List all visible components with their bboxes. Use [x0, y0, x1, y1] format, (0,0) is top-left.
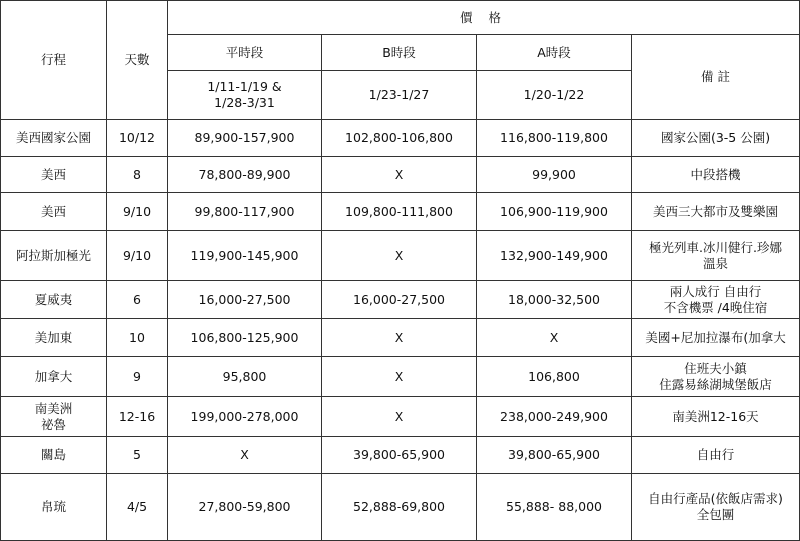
- cell-regular: 89,900-157,900: [168, 120, 322, 157]
- cell-a: 99,900: [477, 157, 632, 193]
- table-row: [1, 231, 800, 281]
- cell-itinerary: 美西國家公園: [1, 120, 107, 157]
- cell-days: 4/5: [107, 474, 168, 541]
- cell-b: X: [322, 231, 477, 281]
- header-itinerary: 行程: [1, 1, 107, 120]
- cell-b: 52,888-69,800: [322, 474, 477, 541]
- cell-a: 238,000-249,900: [477, 397, 632, 437]
- cell-remarks: 美西三大都市及雙樂園: [632, 193, 800, 231]
- cell-days: 8: [107, 157, 168, 193]
- cell-regular: 78,800-89,900: [168, 157, 322, 193]
- cell-itinerary: 南美洲 祕魯: [1, 397, 107, 437]
- cell-b: 102,800-106,800: [322, 120, 477, 157]
- cell-a: 39,800-65,900: [477, 437, 632, 474]
- cell-itinerary: 加拿大: [1, 357, 107, 397]
- cell-remarks: 國家公園(3-5 公園): [632, 120, 800, 157]
- cell-regular: 119,900-145,900: [168, 231, 322, 281]
- cell-itinerary: 美西: [1, 193, 107, 231]
- cell-days: 10: [107, 319, 168, 357]
- cell-remarks: 住班夫小鎮 住露易絲湖城堡飯店: [632, 357, 800, 397]
- cell-regular: 16,000-27,500: [168, 281, 322, 319]
- cell-b: X: [322, 357, 477, 397]
- table-row: [1, 437, 800, 474]
- cell-days: 9/10: [107, 231, 168, 281]
- cell-regular: 95,800: [168, 357, 322, 397]
- table-row: [1, 397, 800, 437]
- header-dates-regular: 1/11-1/19 & 1/28-3/31: [168, 71, 322, 120]
- cell-a: 18,000-32,500: [477, 281, 632, 319]
- header-price: 價 格: [168, 1, 800, 35]
- cell-itinerary: 阿拉斯加極光: [1, 231, 107, 281]
- cell-days: 12-16: [107, 397, 168, 437]
- cell-remarks: 自由行產品(依飯店需求) 全包團: [632, 474, 800, 541]
- table-row: [1, 281, 800, 319]
- cell-b: X: [322, 319, 477, 357]
- cell-remarks: 南美洲12-16天: [632, 397, 800, 437]
- cell-b: 16,000-27,500: [322, 281, 477, 319]
- cell-regular: 99,800-117,900: [168, 193, 322, 231]
- cell-a: 106,800: [477, 357, 632, 397]
- cell-a: X: [477, 319, 632, 357]
- header-period-regular: 平時段: [168, 35, 322, 71]
- cell-a: 55,888- 88,000: [477, 474, 632, 541]
- cell-regular: X: [168, 437, 322, 474]
- cell-days: 9/10: [107, 193, 168, 231]
- cell-itinerary: 夏威夷: [1, 281, 107, 319]
- cell-days: 9: [107, 357, 168, 397]
- cell-itinerary: 關島: [1, 437, 107, 474]
- cell-remarks: 美國+尼加拉瀑布(加拿大: [632, 319, 800, 357]
- cell-remarks: 自由行: [632, 437, 800, 474]
- cell-regular: 199,000-278,000: [168, 397, 322, 437]
- cell-regular: 27,800-59,800: [168, 474, 322, 541]
- table-row: [1, 193, 800, 231]
- cell-b: 39,800-65,900: [322, 437, 477, 474]
- cell-days: 10/12: [107, 120, 168, 157]
- header-dates-a: 1/20-1/22: [477, 71, 632, 120]
- cell-itinerary: 美西: [1, 157, 107, 193]
- cell-a: 106,900-119,900: [477, 193, 632, 231]
- table-header: [1, 1, 800, 120]
- table-body: [1, 120, 800, 541]
- cell-remarks: 兩人成行 自由行 不含機票 /4晚住宿: [632, 281, 800, 319]
- cell-remarks: 中段搭機: [632, 157, 800, 193]
- cell-b: X: [322, 397, 477, 437]
- cell-days: 5: [107, 437, 168, 474]
- cell-a: 132,900-149,900: [477, 231, 632, 281]
- table-row: [1, 157, 800, 193]
- table-row: [1, 120, 800, 157]
- cell-a: 116,800-119,800: [477, 120, 632, 157]
- header-period-a: A時段: [477, 35, 632, 71]
- table-row: [1, 474, 800, 541]
- cell-itinerary: 帛琉: [1, 474, 107, 541]
- header-dates-b: 1/23-1/27: [322, 71, 477, 120]
- cell-remarks: 極光列車.冰川健行.珍娜 溫泉: [632, 231, 800, 281]
- header-period-b: B時段: [322, 35, 477, 71]
- cell-b: 109,800-111,800: [322, 193, 477, 231]
- table-row: [1, 357, 800, 397]
- cell-regular: 106,800-125,900: [168, 319, 322, 357]
- cell-b: X: [322, 157, 477, 193]
- cell-itinerary: 美加東: [1, 319, 107, 357]
- cell-days: 6: [107, 281, 168, 319]
- header-remarks: 備 註: [632, 35, 800, 120]
- table-row: [1, 319, 800, 357]
- header-days: 天數: [107, 1, 168, 120]
